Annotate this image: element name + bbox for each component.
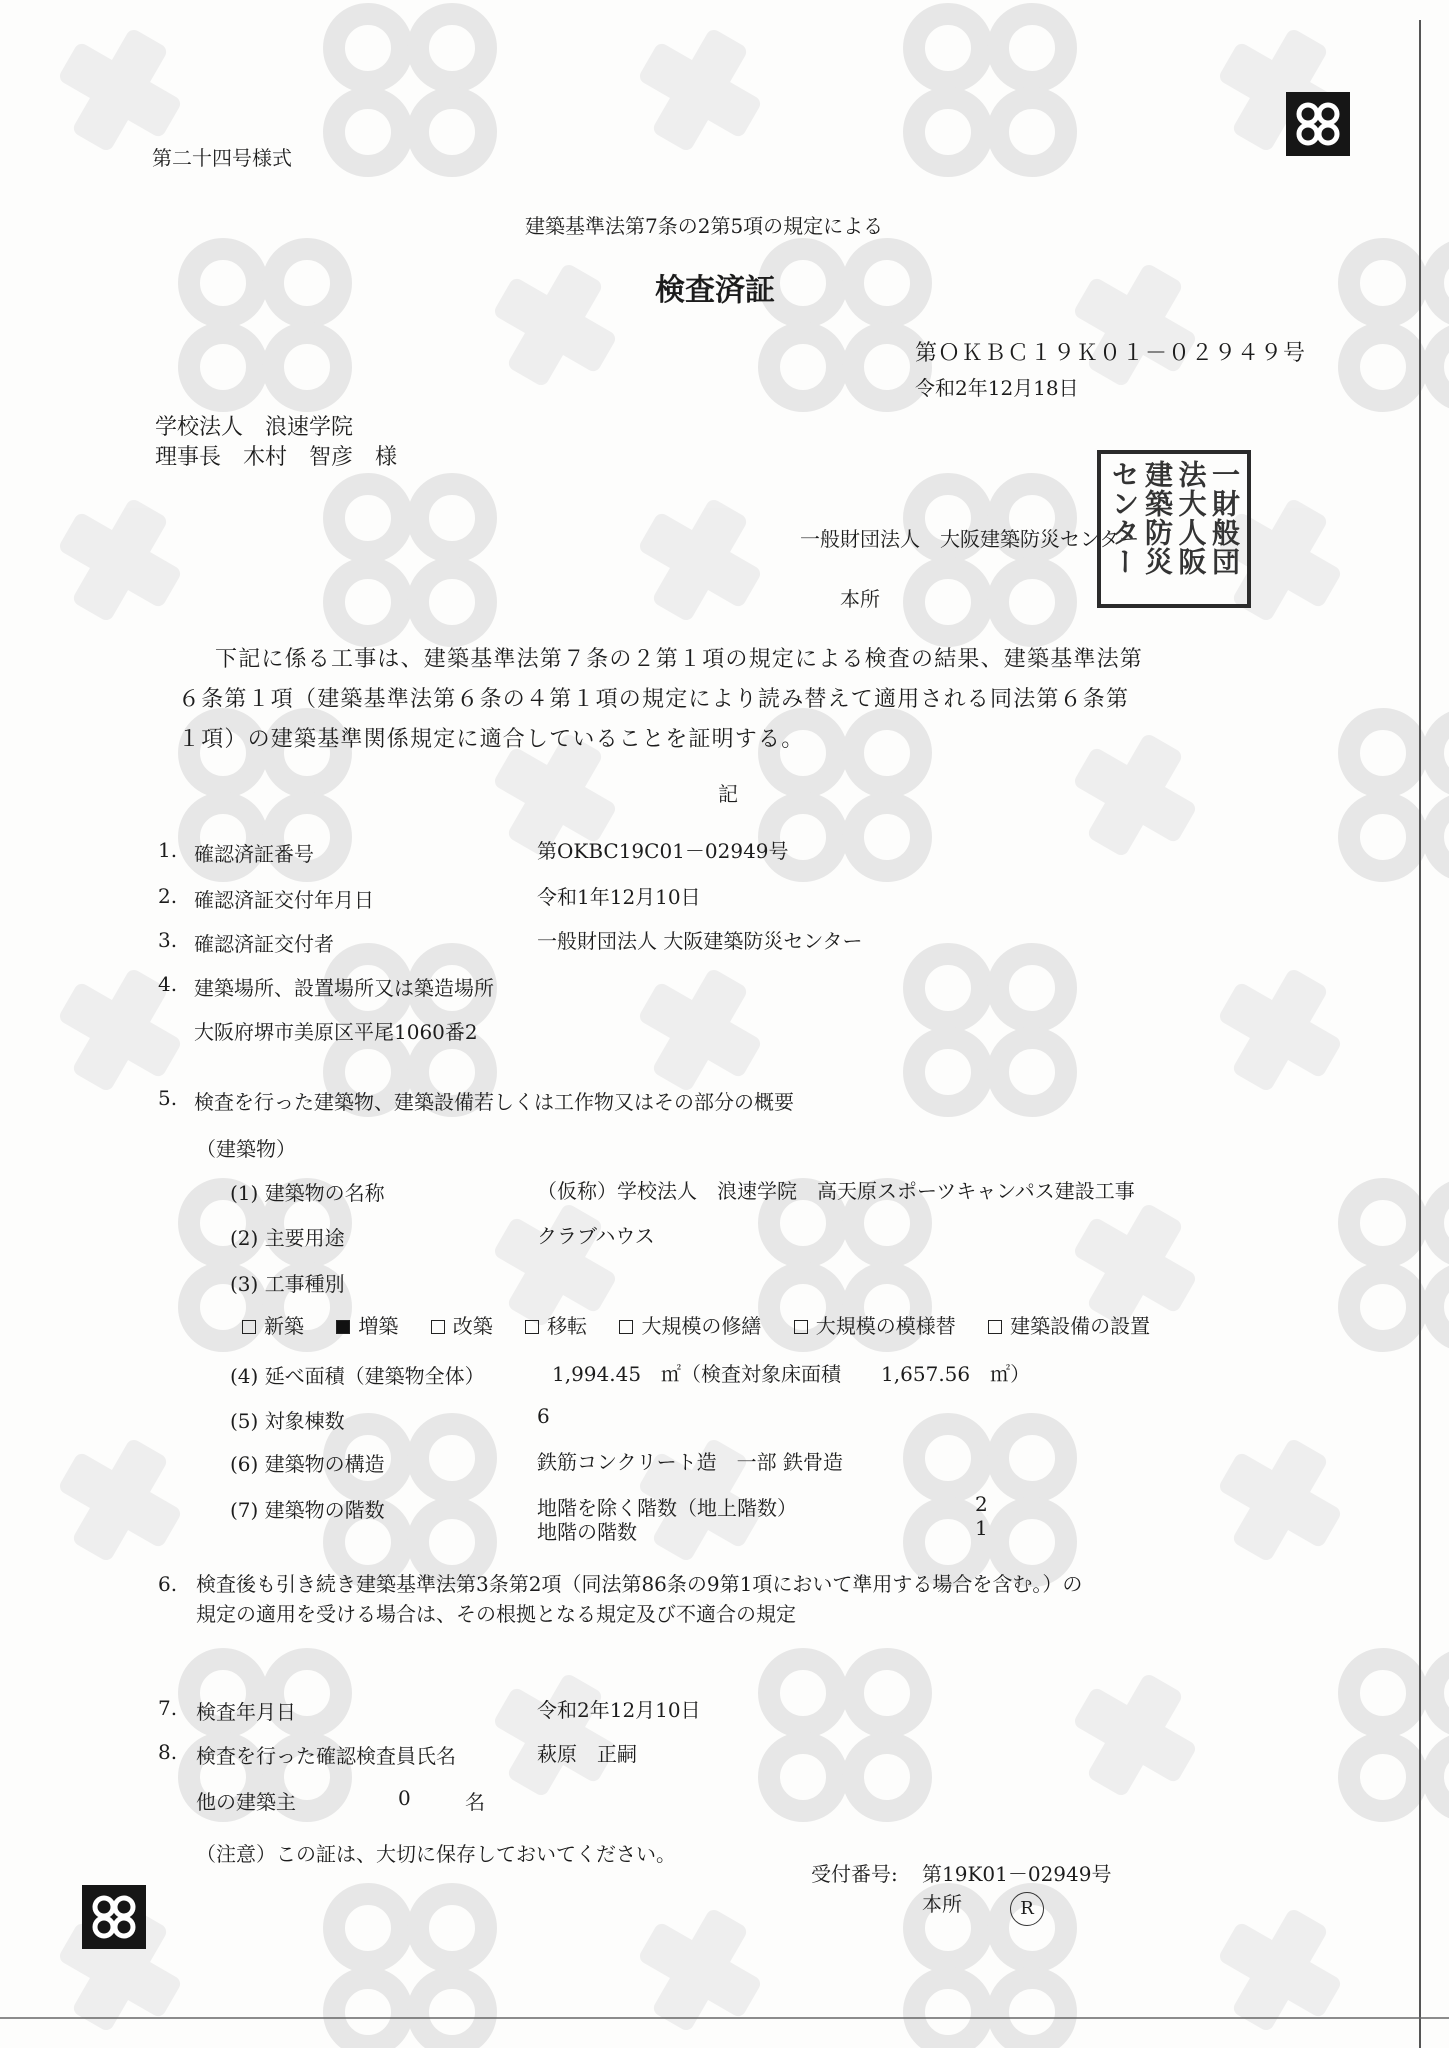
item-number: 4.: [158, 972, 178, 996]
checkbox-box: [431, 1320, 445, 1334]
seal-text: 一財般団 法大人阪 建築防災 センター: [1107, 460, 1241, 576]
item-label: 検査を行った建築物、建築設備若しくは工作物又はその部分の概要: [194, 1090, 794, 1114]
item-number: 8.: [158, 1740, 178, 1764]
watermark-tile: [334, 1894, 486, 2046]
ki-heading: 記: [718, 782, 738, 806]
item-number: 6.: [158, 1572, 178, 1596]
sub-item-value: （仮称）学校法人 浪速学院 高天原スポーツキャンパス建設工事: [537, 1179, 1135, 1203]
checkbox-box: [525, 1320, 539, 1334]
sub-item-value: 1,994.45 ㎡（検査対象床面積 1,657.56 ㎡）: [552, 1362, 1031, 1386]
page-title: 検査済証: [655, 273, 775, 308]
checkbox-new: 新築: [242, 1310, 304, 1339]
sub-item-label: (4) 延べ面積（建築物全体）: [230, 1364, 485, 1388]
receipt-mark: R: [1010, 1892, 1044, 1926]
watermark-tile: [1349, 719, 1449, 871]
preamble-line: １項）の建築基準関係規定に適合していることを証明する。: [178, 727, 805, 752]
legal-basis: 建築基準法第7条の2第5項の規定による: [525, 214, 884, 238]
watermark-tile: [1053, 1653, 1217, 1817]
checkbox-box: [988, 1320, 1002, 1334]
watermark-tile: [769, 1659, 921, 1811]
watermark-tile: [618, 1888, 782, 2048]
issuer-name: 一般財団法人 大阪建築防災センター: [800, 527, 1140, 551]
receipt-number: 第19K01－02949号: [922, 1862, 1112, 1886]
issuer-branch: 本所: [840, 587, 880, 611]
item-label: 確認済証番号: [194, 842, 314, 866]
receipt-label: 受付番号:: [811, 1862, 898, 1886]
item-label: 確認済証交付者: [194, 932, 334, 956]
item-number: 1.: [158, 838, 178, 862]
form-label: 第二十四号様式: [152, 146, 292, 170]
item-value: 一般財団法人 大阪建築防災センター: [537, 929, 863, 953]
watermark-tile: [1349, 249, 1449, 401]
sub-item-label: (5) 対象棟数: [230, 1409, 345, 1433]
item-value: 萩原 正嗣: [537, 1742, 637, 1766]
watermark-tile: [473, 1653, 637, 1817]
watermark-tile: [914, 14, 1066, 166]
item-text: 検査後も引き続き建築基準法第3条第2項（同法第86条の9第1項において準用する場合を含む。）の: [196, 1572, 1083, 1596]
watermark-tile: [1349, 1659, 1449, 1811]
other-owner-label: 他の建築主: [196, 1790, 296, 1814]
item-number: 5.: [158, 1086, 178, 1110]
watermark-tile: [769, 249, 921, 401]
addressee-org: 学校法人 浪速学院: [155, 415, 354, 440]
item-value: 令和1年12月10日: [537, 885, 701, 909]
basement-floors-value: 1: [975, 1516, 988, 1540]
sub-item-label: (2) 主要用途: [230, 1226, 345, 1250]
other-owner-count: 0: [398, 1786, 411, 1810]
sub-item-label: (3) 工事種別: [230, 1272, 345, 1296]
watermark-tile: [1198, 1888, 1362, 2048]
item-value: 令和2年12月10日: [537, 1698, 701, 1722]
item-value: 第OKBC19C01－02949号: [537, 839, 789, 863]
item-value: 大阪府堺市美原区平尾1060番2: [194, 1020, 478, 1044]
prefecture-emblem-icon: [1286, 92, 1350, 156]
item-label: 建築場所、設置場所又は築造場所: [194, 976, 494, 1000]
sub-item-label: (6) 建築物の構造: [230, 1452, 385, 1476]
checkbox-extension: 増築: [336, 1310, 398, 1339]
watermark-tile: [914, 1424, 1066, 1576]
watermark-tile: [473, 243, 637, 407]
checkbox-box-checked: [336, 1320, 350, 1334]
basement-floors-label: 地階の階数: [537, 1520, 637, 1544]
checkbox-box: [794, 1320, 808, 1334]
construction-type-checkboxes: [242, 1310, 1150, 1339]
group-label: （建築物）: [196, 1137, 296, 1161]
item-number: 3.: [158, 928, 178, 952]
checkbox-relocation: 移転: [525, 1310, 587, 1339]
watermark-tile: [38, 948, 202, 1112]
preamble-line: ６条第１項（建築基準法第６条の４第１項の規定により読み替えて適用される同法第６条第: [178, 687, 1130, 712]
item-label: 検査年月日: [196, 1700, 296, 1724]
watermark-tile: [1198, 948, 1362, 1112]
item-number: 2.: [158, 884, 178, 908]
watermark-tile: [334, 14, 486, 166]
checkbox-rebuild: 改築: [431, 1310, 493, 1339]
item-number: 7.: [158, 1696, 178, 1720]
item-label: 検査を行った確認検査員氏名: [196, 1744, 456, 1768]
receipt-branch: 本所: [922, 1892, 962, 1916]
item-label: 確認済証交付年月日: [194, 888, 374, 912]
sub-item-label: (1) 建築物の名称: [230, 1181, 385, 1205]
watermark-tile: [1198, 1418, 1362, 1582]
checkbox-box: [242, 1320, 256, 1334]
certificate-number: 第ＯＫＢＣ１９Ｋ０１－０２９４９号: [915, 341, 1307, 366]
official-seal: [1097, 450, 1251, 608]
checkbox-box: [619, 1320, 633, 1334]
watermark-tile: [914, 484, 1066, 636]
issue-date: 令和2年12月18日: [915, 376, 1079, 400]
watermark-tile: [618, 478, 782, 642]
sub-item-value: 鉄筋コンクリート造 一部 鉄骨造: [537, 1450, 843, 1474]
floors-above-label: 地階を除く階数（地上階数）: [537, 1496, 797, 1520]
watermark-tile: [38, 478, 202, 642]
sub-item-value: クラブハウス: [537, 1224, 655, 1248]
watermark-tile: [334, 484, 486, 636]
sub-item-label: (7) 建築物の階数: [230, 1498, 385, 1522]
watermark-tile: [189, 249, 341, 401]
sub-item-value: 6: [537, 1404, 550, 1428]
watermark-tile: [1349, 1189, 1449, 1341]
watermark-tile: [618, 8, 782, 172]
checkbox-equipment: 建築設備の設置: [988, 1310, 1150, 1339]
preamble-line: 下記に係る工事は、建築基準法第７条の２第１項の規定による検査の結果、建築基準法第: [215, 647, 1144, 672]
prefecture-emblem-icon: [82, 1885, 146, 1949]
floors-above-value: 2: [975, 1492, 988, 1516]
item-text: 規定の適用を受ける場合は、その根拠となる規定及び不適合の規定: [196, 1602, 796, 1626]
watermark-tile: [914, 954, 1066, 1106]
notice: （注意）この証は、大切に保存しておいてください。: [196, 1842, 676, 1866]
checkbox-major-remodel: 大規模の模様替: [794, 1310, 956, 1339]
other-owner-unit: 名: [465, 1790, 485, 1814]
watermark-tile: [1053, 713, 1217, 877]
addressee-name: 理事長 木村 智彦 様: [155, 445, 398, 470]
watermark-tile: [38, 1418, 202, 1582]
checkbox-major-repair: 大規模の修繕: [619, 1310, 761, 1339]
